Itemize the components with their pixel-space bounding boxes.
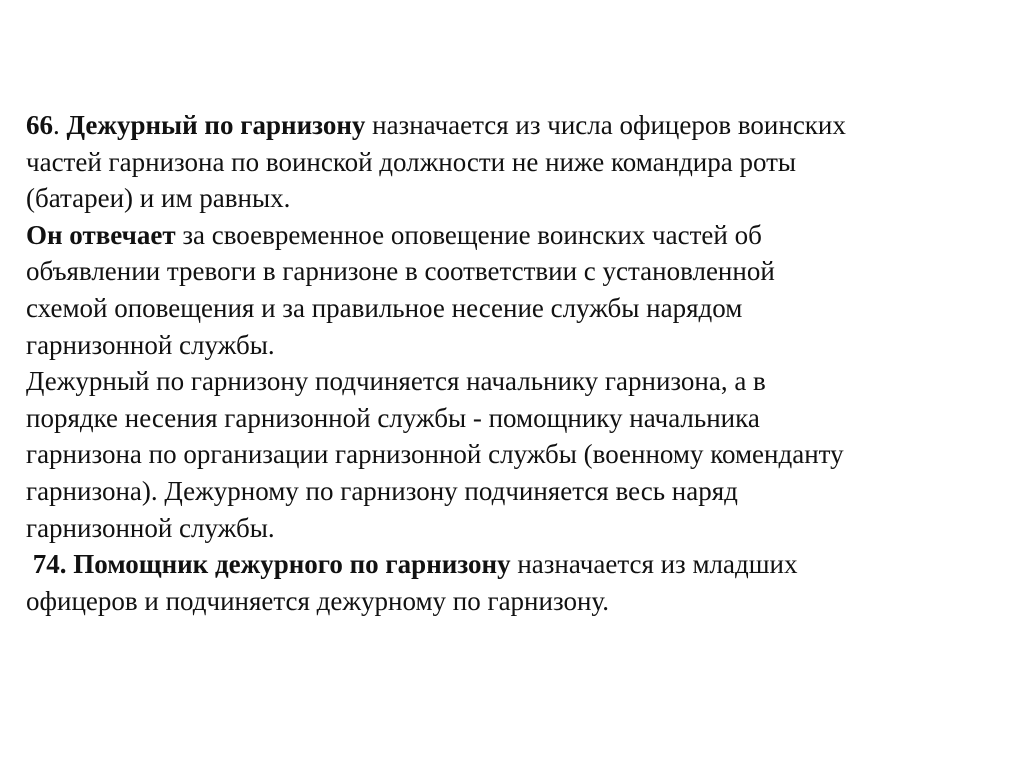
text-segment: объявлении тревоги в гарнизоне в соответствии с установленной [26,256,775,287]
text-segment: гарнизона). Дежурному по гарнизону подчиняется весь наряд [26,475,738,506]
text-line [26,180,1016,217]
text-line [26,107,1016,144]
text-segment: гарнизонной службы. [26,329,275,360]
text-line [26,217,1016,254]
text-segment: частей гарнизона по воинской должности не ниже командира роты [26,146,797,177]
text-segment: назначается из числа офицеров воинских [365,110,846,140]
text-segment: гарнизона по организации гарнизонной службы (военному коменданту [26,439,844,470]
text-line [26,583,1016,620]
text-segment: схемой оповещения и за правильное несение службы нарядом [26,292,743,323]
bold-text-segment: Дежурный по гарнизону [66,110,366,140]
text-line [26,144,1016,181]
text-segment: Дежурный по гарнизону подчиняется начальнику гарнизона, а в [26,366,766,397]
bold-text-segment: Он отвечает [26,219,176,250]
text-segment: . [53,110,67,140]
text-line [26,327,1016,364]
text-line [26,436,1016,473]
bold-text-segment: 66 [26,110,53,140]
text-line [26,546,1016,583]
text-line [26,290,1016,327]
text-line [26,253,1016,290]
text-segment: за своевременное оповещение воинских частей об [175,219,762,250]
text-segment: порядке несения гарнизонной службы - помощнику начальника [26,402,760,433]
text-line [26,400,1016,437]
text-line [26,510,1016,547]
bold-text-segment: 74. Помощник дежурного по гарнизону [26,549,511,580]
text-segment: офицеров и подчиняется дежурному по гарнизону. [26,585,609,616]
text-segment: назначается из младших [510,549,798,580]
regulation-text [26,107,1016,619]
text-segment: (батареи) и им равных. [26,183,291,214]
text-line [26,473,1016,510]
text-segment: гарнизонной службы. [26,512,275,543]
text-line [26,363,1016,400]
